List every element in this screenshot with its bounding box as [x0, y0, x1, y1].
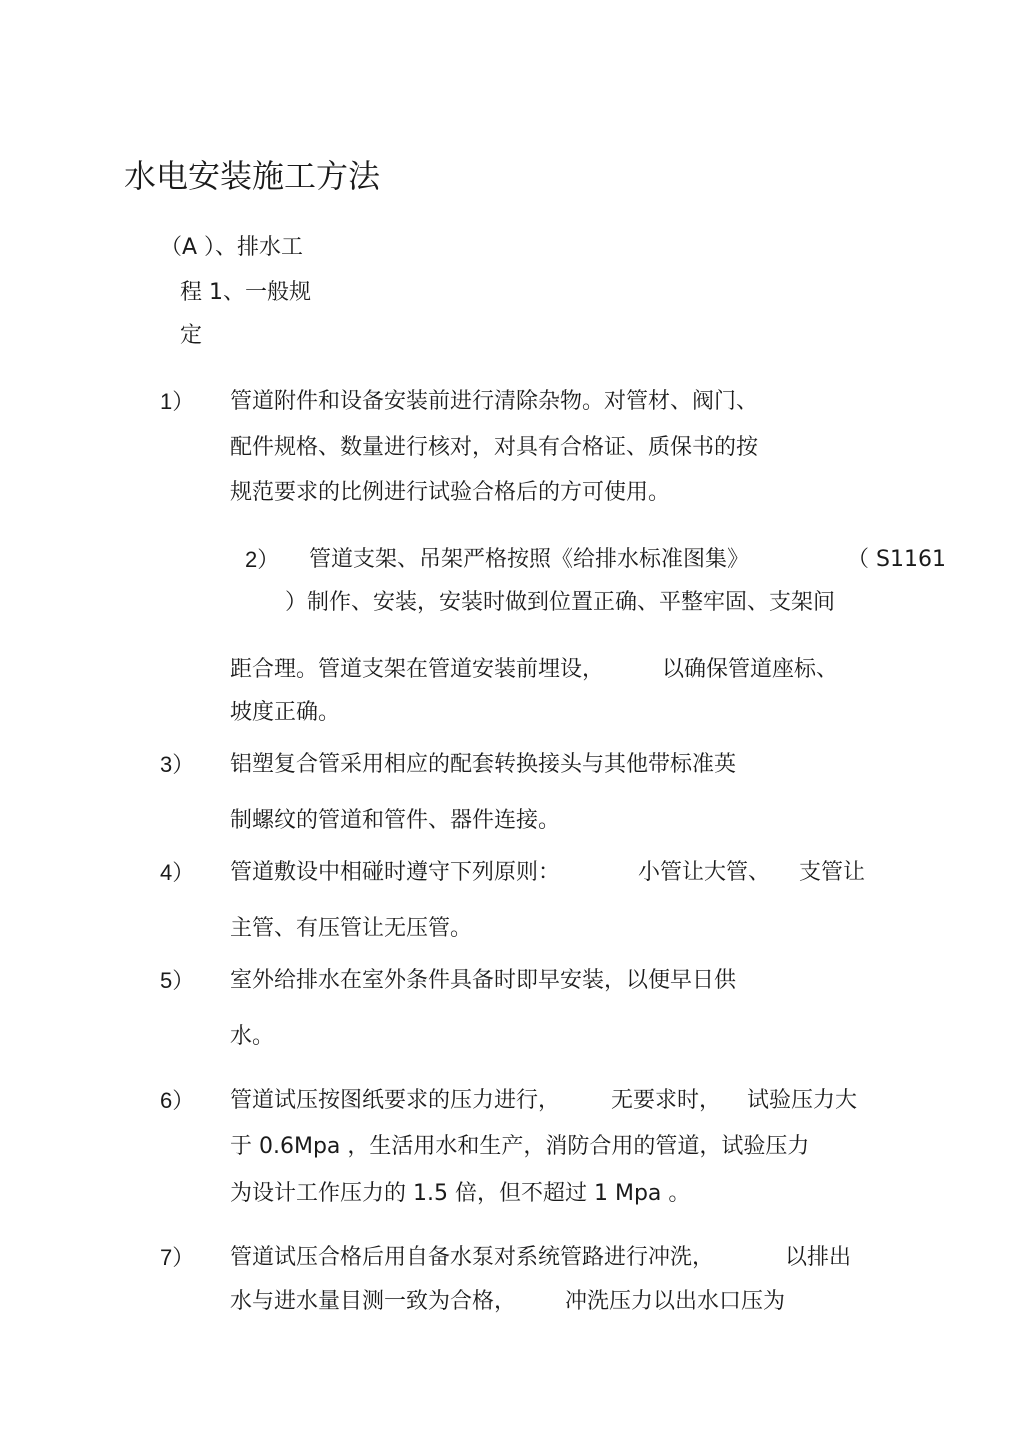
item-text-line: 于 0.6Mpa ，生活用水和生产，消防合用的管道，试验压力	[230, 1134, 810, 1159]
item-text-line: 主管、有压管让无压管。	[230, 916, 473, 941]
item-text-line: 无要求时，	[611, 1088, 722, 1113]
item-text-line: 小管让大管、	[638, 860, 771, 885]
item-number: 6）	[160, 1088, 195, 1113]
item-text-line: 管道附件和设备安装前进行清除杂物。对管材、阀门、	[230, 389, 759, 414]
item-number: 1）	[160, 389, 195, 414]
item-text-line: ）制作、安装，安装时做到位置正确、平整牢固、支架间	[285, 590, 836, 615]
item-number: 4）	[160, 860, 195, 885]
item-text-line: 以确保管道座标、	[662, 657, 839, 682]
item-text-line: （ S1161	[847, 547, 946, 572]
item-number: 5）	[160, 968, 195, 993]
section-heading-line: （A ）、排水工	[160, 235, 304, 260]
item-text-line: 距合理。管道支架在管道安装前埋设，	[230, 657, 605, 682]
item-text-line: 水与进水量目测一致为合格，	[230, 1289, 517, 1314]
item-number: 3）	[160, 752, 195, 777]
item-text-line: 室外给排水在室外条件具备时即早安装，以便早日供	[230, 968, 737, 993]
item-text-line: 冲洗压力以出水口压为	[565, 1289, 786, 1314]
section-heading-line: 程 1、一般规	[180, 280, 311, 305]
item-text-line: 管道试压按图纸要求的压力进行，	[230, 1088, 561, 1113]
item-text-line: 支管让	[799, 860, 866, 885]
item-text-line: 规范要求的比例进行试验合格后的方可使用。	[230, 480, 671, 505]
item-text-line: 管道试压合格后用自备水泵对系统管路进行冲洗，	[230, 1245, 715, 1270]
item-text-line: 水。	[230, 1024, 275, 1049]
item-text-line: 为设计工作压力的 1.5 倍，但不超过 1 Mpa 。	[230, 1181, 691, 1206]
item-text-line: 制螺纹的管道和管件、器件连接。	[230, 808, 561, 833]
item-text-line: 铝塑复合管采用相应的配套转换接头与其他带标准英	[230, 752, 737, 777]
item-number: 2）	[245, 547, 280, 572]
item-text-line: 坡度正确。	[230, 700, 341, 725]
item-text-line: 试验压力大	[747, 1088, 858, 1113]
item-text-line: 管道敷设中相碰时遵守下列原则：	[230, 860, 561, 885]
page-title: 水电安装施工方法	[124, 157, 381, 195]
item-text-line: 以排出	[785, 1245, 852, 1270]
item-text-line: 管道支架、吊架严格按照《给排水标准图集》	[309, 547, 750, 572]
section-heading-line: 定	[180, 323, 203, 348]
item-number: 7）	[160, 1245, 195, 1270]
item-text-line: 配件规格、数量进行核对，对具有合格证、质保书的按	[230, 435, 759, 460]
